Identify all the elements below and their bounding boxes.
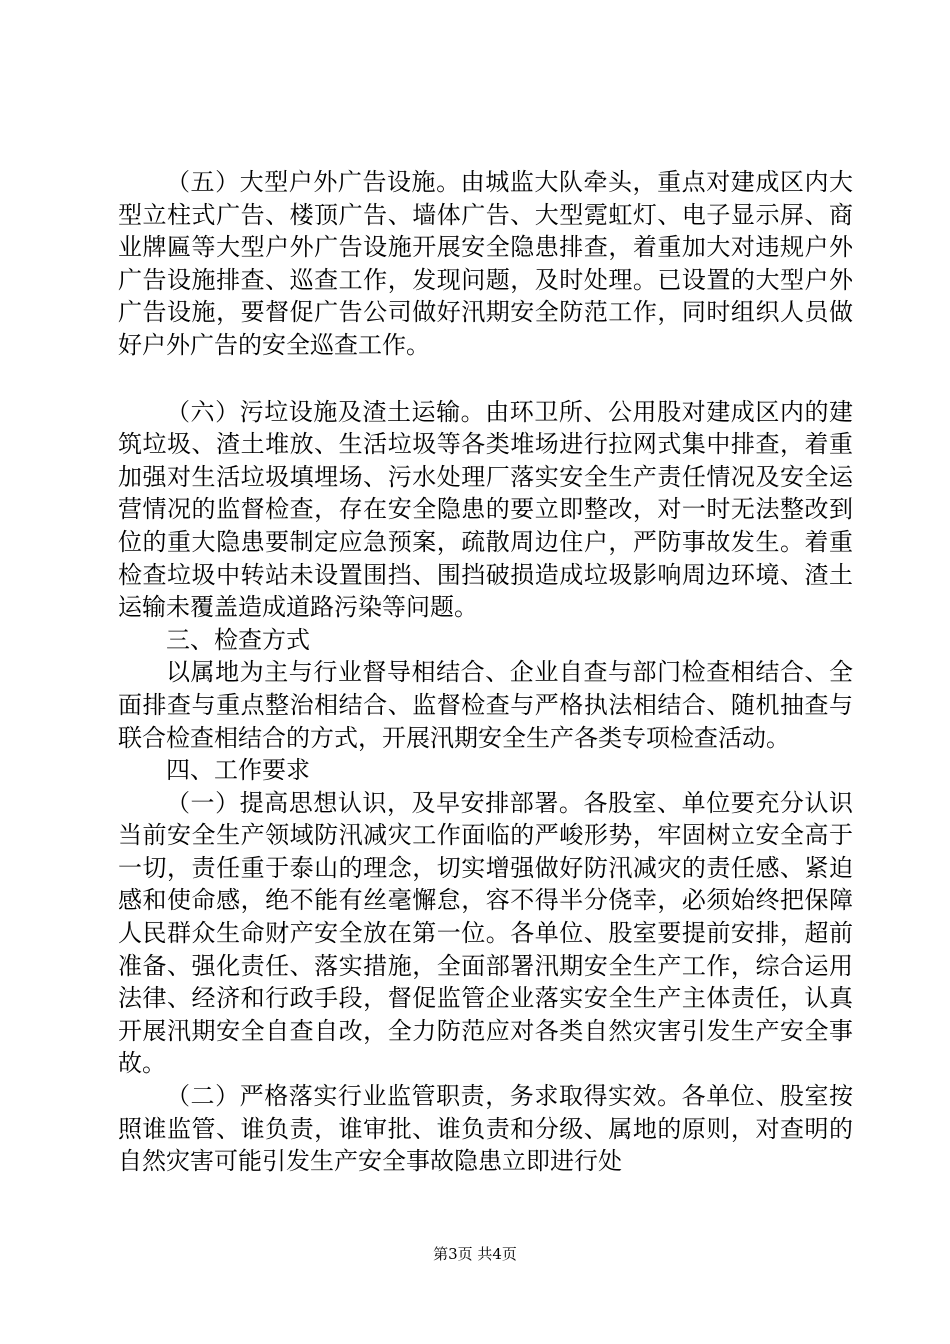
heading-inspection-method: 三、检查方式: [166, 625, 310, 654]
paragraph-spacer: [118, 362, 853, 396]
paragraph-requirement-2: （二）严格落实行业监管职责，务求取得实效。各单位、股室按照谁监管、谁负责，谁审批、谁负责和分级、属地的原则，对查明的自然灾害可能引发生产安全事故隐患立即进行处: [118, 1082, 853, 1176]
paragraph-garbage-facilities: （六）污垃设施及渣土运输。由环卫所、公用股对建成区内的建筑垃圾、渣土堆放、生活垃圾等各类堆场进行拉网式集中排查，着重加强对生活垃圾填埋场、污水处理厂落实安全生产责任情况及安全运营情况的监督检查，存在安全隐患的要立即整改，对一时无法整改到位的重大隐患要制定应急预案，疏散周边住户，严防事故发生。着重检查垃圾中转站未设置围挡、围挡破损造成垃圾影响周边环境、渣土运输未覆盖造成道路污染等问题。: [118, 397, 853, 622]
document-body: [118, 166, 853, 1178]
page-number: 第3页 共4页: [433, 1245, 517, 1263]
paragraph-requirement-1: （一）提高思想认识，及早安排部署。各股室、单位要充分认识当前安全生产领域防汛减灾工作面临的严峻形势，牢固树立安全高于一切，责任重于泰山的理念，切实增强做好防汛减灾的责任感、紧迫感和使命感，绝不能有丝毫懈怠，容不得半分侥幸，必须始终把保障人民群众生命财产安全放在第一位。各单位、股室要提前安排，超前准备、强化责任、落实措施，全面部署汛期安全生产工作，综合运用法律、经济和行政手段，督促监管企业落实安全生产主体责任，认真开展汛期安全自查自改，全力防范应对各类自然灾害引发生产安全事故。: [118, 788, 853, 1078]
page-footer: [0, 1244, 950, 1264]
paragraph-outdoor-advertising: （五）大型户外广告设施。由城监大队牵头，重点对建成区内大型立柱式广告、楼顶广告、墙体广告、大型霓虹灯、电子显示屏、商业牌匾等大型户外广告设施开展安全隐患排查，着重加大对违规户外广告设施排查、巡查工作，发现问题，及时处理。已设置的大型户外广告设施，要督促广告公司做好汛期安全防范工作，同时组织人员做好户外广告的安全巡查工作。: [118, 168, 853, 359]
paragraph-inspection-method: 以属地为主与行业督导相结合、企业自查与部门检查相结合、全面排查与重点整治相结合、监督检查与严格执法相结合、随机抽查与联合检查相结合的方式，开展汛期安全生产各类专项检查活动。: [118, 658, 853, 752]
heading-work-requirements: 四、工作要求: [166, 756, 310, 785]
